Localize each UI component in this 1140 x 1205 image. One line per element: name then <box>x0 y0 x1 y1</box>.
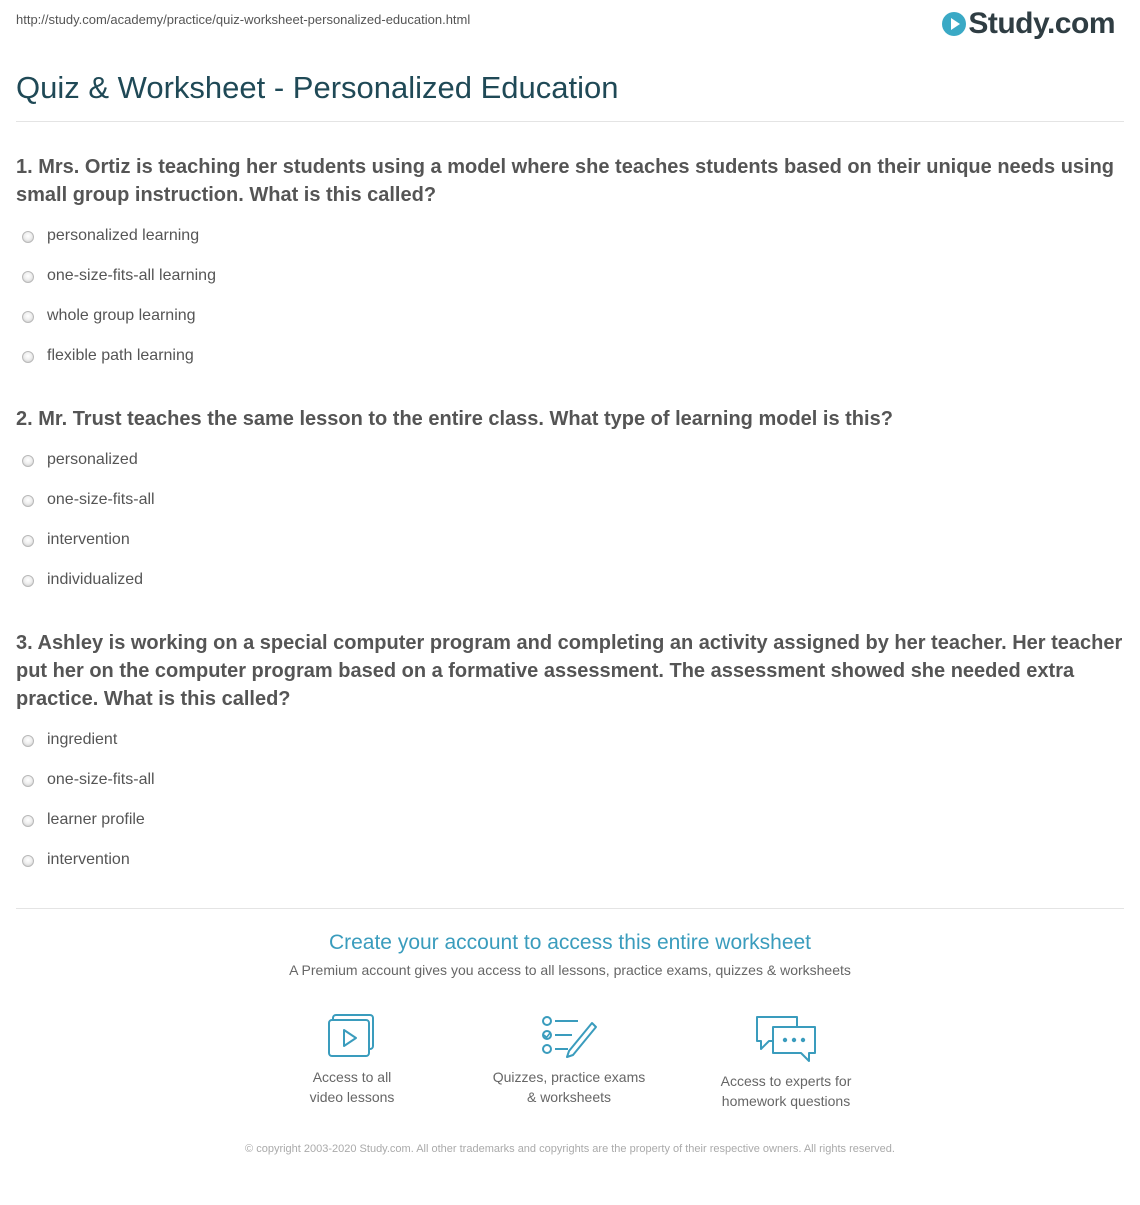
feature-experts <box>686 1013 886 1111</box>
feature-label: Access to experts for homework questions <box>720 1073 852 1109</box>
answer-label: learner profile <box>47 811 145 828</box>
feature-label: Quizzes, practice exams & worksheets <box>492 1069 646 1105</box>
radio-button[interactable] <box>22 455 34 467</box>
radio-button[interactable] <box>22 775 34 787</box>
answer-label: ingredient <box>47 731 118 748</box>
answer-option[interactable] <box>22 530 155 570</box>
answer-option[interactable] <box>22 570 155 610</box>
answer-option[interactable] <box>22 490 155 530</box>
radio-button[interactable] <box>22 575 34 587</box>
answer-label: intervention <box>47 531 130 548</box>
answer-option[interactable] <box>22 850 155 890</box>
video-lesson-icon <box>325 1013 379 1059</box>
answer-option[interactable] <box>22 770 155 810</box>
question-3: 3. Ashley is working on a special computer program and completing an activity assigned by her teacher. Her teacher put her on the computer program based on a formative assessment. The assessment showed she needed extra practice. What is this called? <box>16 632 1123 710</box>
answer-label: whole group learning <box>47 307 196 324</box>
feature-quizzes <box>469 1013 669 1107</box>
answer-option[interactable] <box>22 306 216 346</box>
study-logo[interactable] <box>942 6 1115 42</box>
radio-button[interactable] <box>22 535 34 547</box>
answer-label: flexible path learning <box>47 347 194 364</box>
radio-button[interactable] <box>22 855 34 867</box>
answer-list-3 <box>22 730 155 890</box>
quiz-checklist-icon <box>540 1013 598 1059</box>
answer-label: one-size-fits-all <box>47 491 155 508</box>
answer-option[interactable] <box>22 226 216 266</box>
logo-text: Study.com <box>968 7 1115 40</box>
answer-label: one-size-fits-all learning <box>47 267 216 284</box>
question-2: 2. Mr. Trust teaches the same lesson to the entire class. What type of learning model is this? <box>16 408 893 430</box>
create-account-link[interactable]: Create your account to access this entire worksheet <box>328 931 812 954</box>
answer-option[interactable] <box>22 266 216 306</box>
play-logo-icon <box>942 12 966 36</box>
answer-option[interactable] <box>22 450 155 490</box>
title-divider <box>16 121 1124 122</box>
feature-label: Access to all video lessons <box>309 1069 395 1105</box>
answer-label: intervention <box>47 851 130 868</box>
feature-video-lessons <box>252 1013 452 1107</box>
premium-description: A Premium account gives you access to all lessons, practice exams, quizzes & worksheets <box>289 962 851 978</box>
radio-button[interactable] <box>22 351 34 363</box>
radio-button[interactable] <box>22 815 34 827</box>
chat-bubbles-icon <box>753 1013 819 1063</box>
answer-label: individualized <box>47 571 144 588</box>
answer-label: one-size-fits-all <box>47 771 155 788</box>
answer-label: personalized learning <box>47 227 200 244</box>
answer-list-2 <box>22 450 155 610</box>
copyright-notice: © copyright 2003-2020 Study.com. All other trademarks and copyrights are the property of their respective owners. All rights reserved. <box>245 1143 895 1155</box>
radio-button[interactable] <box>22 271 34 283</box>
answer-label: personalized <box>47 451 138 468</box>
answer-option[interactable] <box>22 346 216 386</box>
cta-divider <box>16 908 1124 909</box>
answer-list-1 <box>22 226 216 386</box>
radio-button[interactable] <box>22 311 34 323</box>
page-url: http://study.com/academy/practice/quiz-worksheet-personalized-education.html <box>16 12 471 27</box>
answer-option[interactable] <box>22 810 155 850</box>
question-1: 1. Mrs. Ortiz is teaching her students using a model where she teaches students based on their unique needs using small group instruction. What is this called? <box>16 156 1115 206</box>
radio-button[interactable] <box>22 495 34 507</box>
radio-button[interactable] <box>22 231 34 243</box>
radio-button[interactable] <box>22 735 34 747</box>
page-title: Quiz & Worksheet - Personalized Education <box>16 70 619 105</box>
answer-option[interactable] <box>22 730 155 770</box>
